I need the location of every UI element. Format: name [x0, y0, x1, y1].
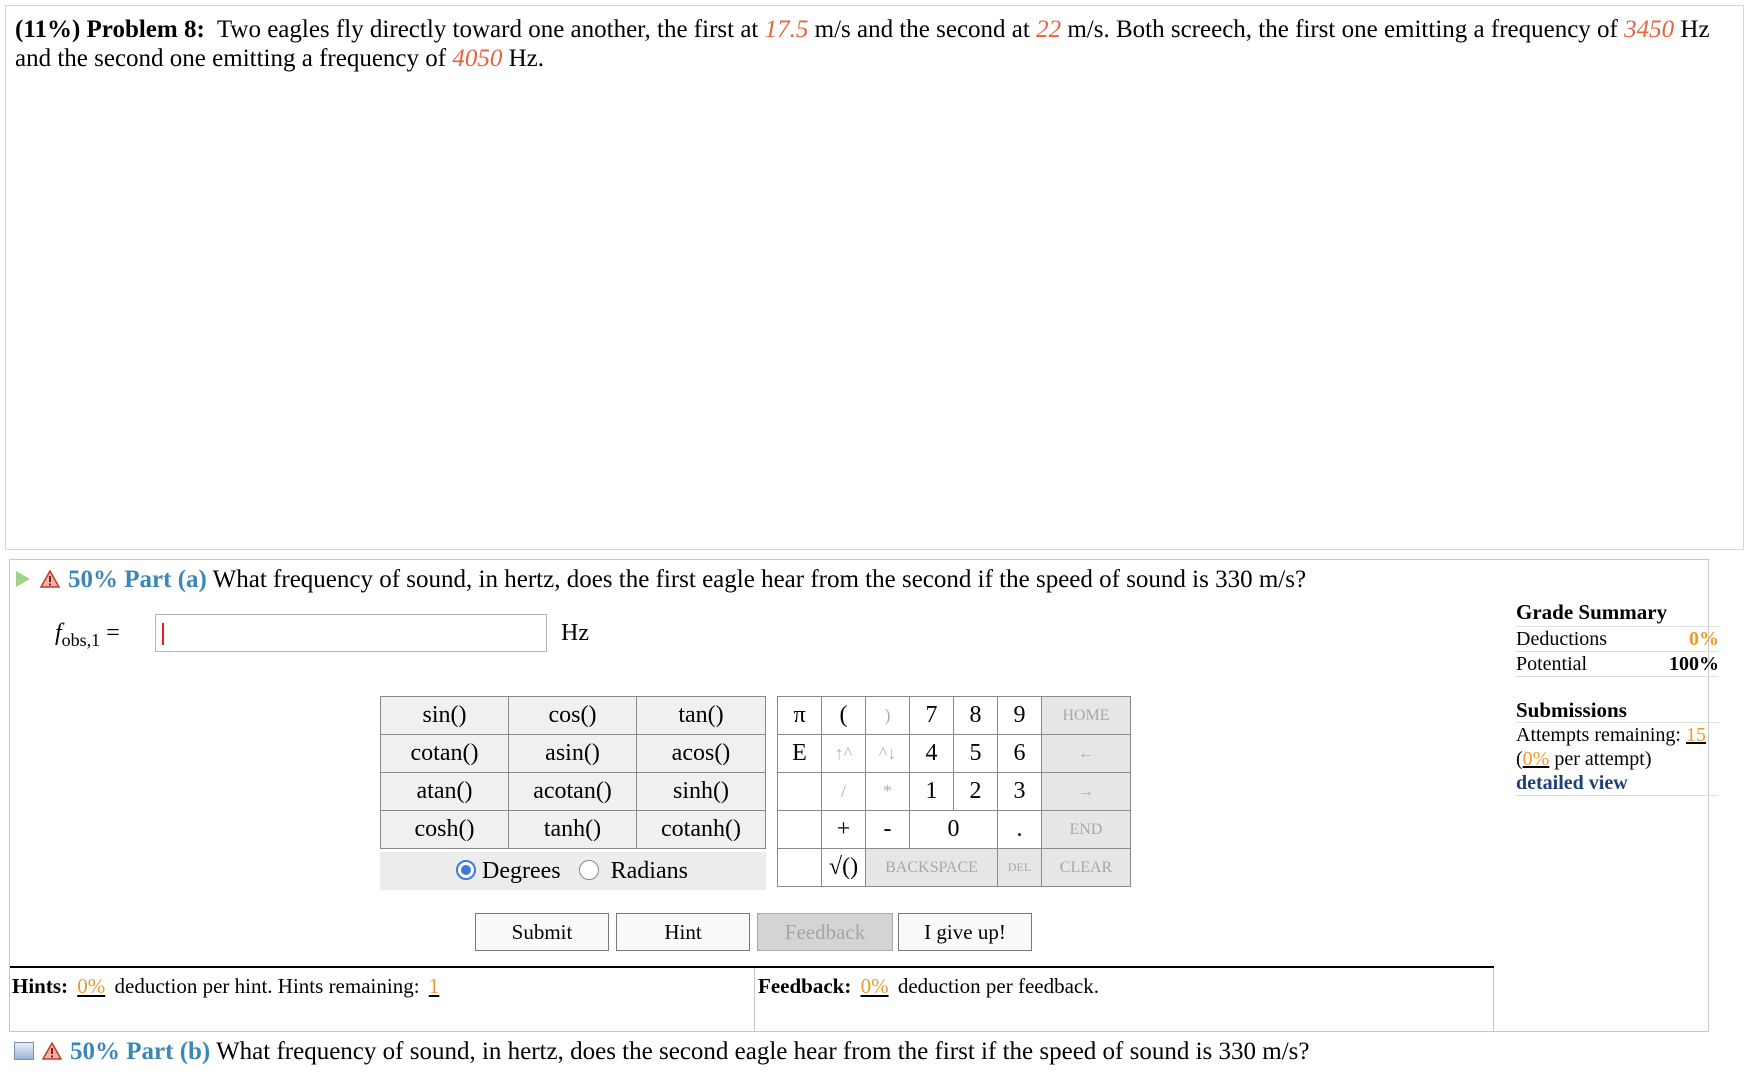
key-asin[interactable]: asin(): [508, 734, 637, 773]
problem-text-2: m/s and the second at: [814, 16, 1030, 43]
problem-title: Problem 8:: [86, 16, 205, 43]
potential-label: Potential: [1516, 653, 1588, 675]
problem-statement: [5, 5, 1744, 550]
key-acos[interactable]: acos(): [636, 734, 766, 773]
warning-icon: [40, 570, 60, 588]
key-cotan[interactable]: cotan(): [380, 734, 509, 773]
hints-text: deduction per hint. Hints remaining:: [114, 974, 420, 998]
variable-symbol: f: [55, 620, 62, 646]
key-tanh[interactable]: tanh(): [508, 810, 637, 849]
angle-units-row: [380, 852, 766, 890]
key-6[interactable]: 6: [997, 734, 1042, 773]
grade-summary-title: Grade Summary: [1516, 600, 1719, 627]
key-atan[interactable]: atan(): [380, 772, 509, 811]
key-right-arrow[interactable]: →: [1041, 772, 1131, 811]
potential-value: 100%: [1669, 653, 1719, 675]
part-b-label: Part (b): [126, 1038, 211, 1065]
key-5[interactable]: 5: [953, 734, 998, 773]
part-a-panel: [9, 559, 1719, 1032]
key-del[interactable]: DEL: [997, 848, 1042, 887]
collapsed-part-icon[interactable]: [14, 1042, 34, 1060]
per-attempt-value: 0%: [1522, 748, 1550, 770]
problem-weight: (11%): [15, 16, 81, 43]
key-cos[interactable]: cos(): [508, 696, 637, 735]
key-4[interactable]: 4: [909, 734, 954, 773]
part-a-header[interactable]: [16, 562, 1306, 598]
feedback-button[interactable]: Feedback: [757, 913, 893, 951]
speed1-value: 17.5: [764, 16, 809, 43]
key-sinh[interactable]: sinh(): [636, 772, 766, 811]
key-power-up[interactable]: ↑^: [821, 734, 866, 773]
detailed-view-link[interactable]: detailed view: [1516, 771, 1719, 796]
hints-label: Hints:: [12, 974, 69, 998]
speed2-value: 22: [1036, 16, 1062, 43]
key-pi[interactable]: π: [777, 696, 822, 735]
variable-subscript: obs,1: [61, 629, 101, 650]
freq1-value: 3450: [1624, 16, 1675, 43]
problem-text-5: Hz.: [508, 45, 544, 72]
hint-deduction: 0%: [77, 974, 106, 998]
submissions-title: Submissions: [1516, 698, 1719, 723]
key-0[interactable]: 0: [909, 810, 998, 849]
key-acotan[interactable]: acotan(): [508, 772, 637, 811]
degrees-radio[interactable]: [456, 860, 476, 880]
key-clear[interactable]: CLEAR: [1041, 848, 1131, 887]
deductions-row: [1516, 627, 1719, 652]
problem-text-3: m/s. Both screech, the first one emitting a frequency of: [1067, 16, 1618, 43]
key-blank-1: [777, 772, 822, 811]
key-decimal[interactable]: .: [997, 810, 1042, 849]
unit-label: Hz: [561, 620, 589, 646]
hints-feedback-row: [10, 966, 1494, 1032]
deductions-label: Deductions: [1516, 628, 1608, 650]
problem-text-4: Hz and the second one emitting a frequency of: [15, 16, 1710, 72]
key-backspace[interactable]: BACKSPACE: [865, 848, 998, 887]
potential-row: [1516, 652, 1719, 677]
text-cursor: [162, 623, 164, 645]
key-home[interactable]: HOME: [1041, 696, 1131, 735]
key-e[interactable]: E: [777, 734, 822, 773]
feedback-label: Feedback:: [758, 974, 852, 998]
hints-info: [12, 974, 443, 999]
key-blank-2: [777, 810, 822, 849]
key-tan[interactable]: tan(): [636, 696, 766, 735]
variable-label: [55, 620, 120, 651]
feedback-text: deduction per feedback.: [897, 974, 1099, 998]
key-7[interactable]: 7: [909, 696, 954, 735]
feedback-info: [758, 974, 1099, 999]
divider-right: [1493, 968, 1494, 1032]
radians-label: Radians: [610, 858, 688, 884]
divider: [754, 968, 755, 1032]
key-8[interactable]: 8: [953, 696, 998, 735]
key-2[interactable]: 2: [953, 772, 998, 811]
answer-input[interactable]: [155, 614, 547, 652]
key-left-arrow[interactable]: ←: [1041, 734, 1131, 773]
attempts-row: [1516, 723, 1719, 747]
part-b-header[interactable]: [14, 1034, 1309, 1070]
hint-button[interactable]: Hint: [616, 913, 750, 951]
give-up-button[interactable]: I give up!: [898, 913, 1032, 951]
warning-icon: [42, 1042, 62, 1060]
attempts-value: 15: [1685, 724, 1706, 746]
key-sqrt[interactable]: √(): [821, 848, 866, 887]
key-cosh[interactable]: cosh(): [380, 810, 509, 849]
feedback-deduction: 0%: [860, 974, 889, 998]
key-9[interactable]: 9: [997, 696, 1042, 735]
key-minus[interactable]: -: [865, 810, 910, 849]
part-b-question: What frequency of sound, in hertz, does the second eagle hear from the first if the speed of sound is 330 m/s?: [216, 1038, 1310, 1065]
key-open-paren[interactable]: (: [821, 696, 866, 735]
deductions-value: 0%: [1689, 628, 1719, 650]
equals-sign: =: [106, 620, 120, 646]
key-3[interactable]: 3: [997, 772, 1042, 811]
key-close-paren[interactable]: ): [865, 696, 910, 735]
part-a-question: What frequency of sound, in hertz, does the first eagle hear from the second if the speed of sound is 330 m/s?: [212, 566, 1307, 593]
part-a-label: Part (a): [124, 566, 207, 593]
per-attempt-text: per attempt): [1554, 748, 1652, 770]
submit-button[interactable]: Submit: [475, 913, 609, 951]
hints-remaining: 1: [428, 974, 440, 998]
key-sin[interactable]: sin(): [380, 696, 509, 735]
key-1[interactable]: 1: [909, 772, 954, 811]
grade-summary: [1516, 600, 1719, 677]
per-attempt-row: [1516, 747, 1719, 771]
part-a-percent: 50%: [68, 566, 118, 593]
degrees-label: Degrees: [482, 858, 561, 884]
key-end[interactable]: END: [1041, 810, 1131, 849]
problem-text-1: Two eagles fly directly toward one another, the first at: [216, 16, 759, 43]
submissions-panel: [1516, 698, 1719, 796]
key-plus[interactable]: +: [821, 810, 866, 849]
key-blank-3: [777, 848, 822, 887]
part-b-percent: 50%: [70, 1038, 120, 1065]
key-divide[interactable]: /: [821, 772, 866, 811]
key-multiply[interactable]: *: [865, 772, 910, 811]
radians-radio[interactable]: [579, 860, 599, 880]
expand-arrow-icon[interactable]: [16, 571, 30, 587]
key-power-down[interactable]: ^↓: [865, 734, 910, 773]
key-cotanh[interactable]: cotanh(): [636, 810, 766, 849]
freq2-value: 4050: [452, 45, 503, 72]
per-attempt-open: (: [1516, 748, 1523, 770]
attempts-label: Attempts remaining:: [1516, 724, 1681, 746]
